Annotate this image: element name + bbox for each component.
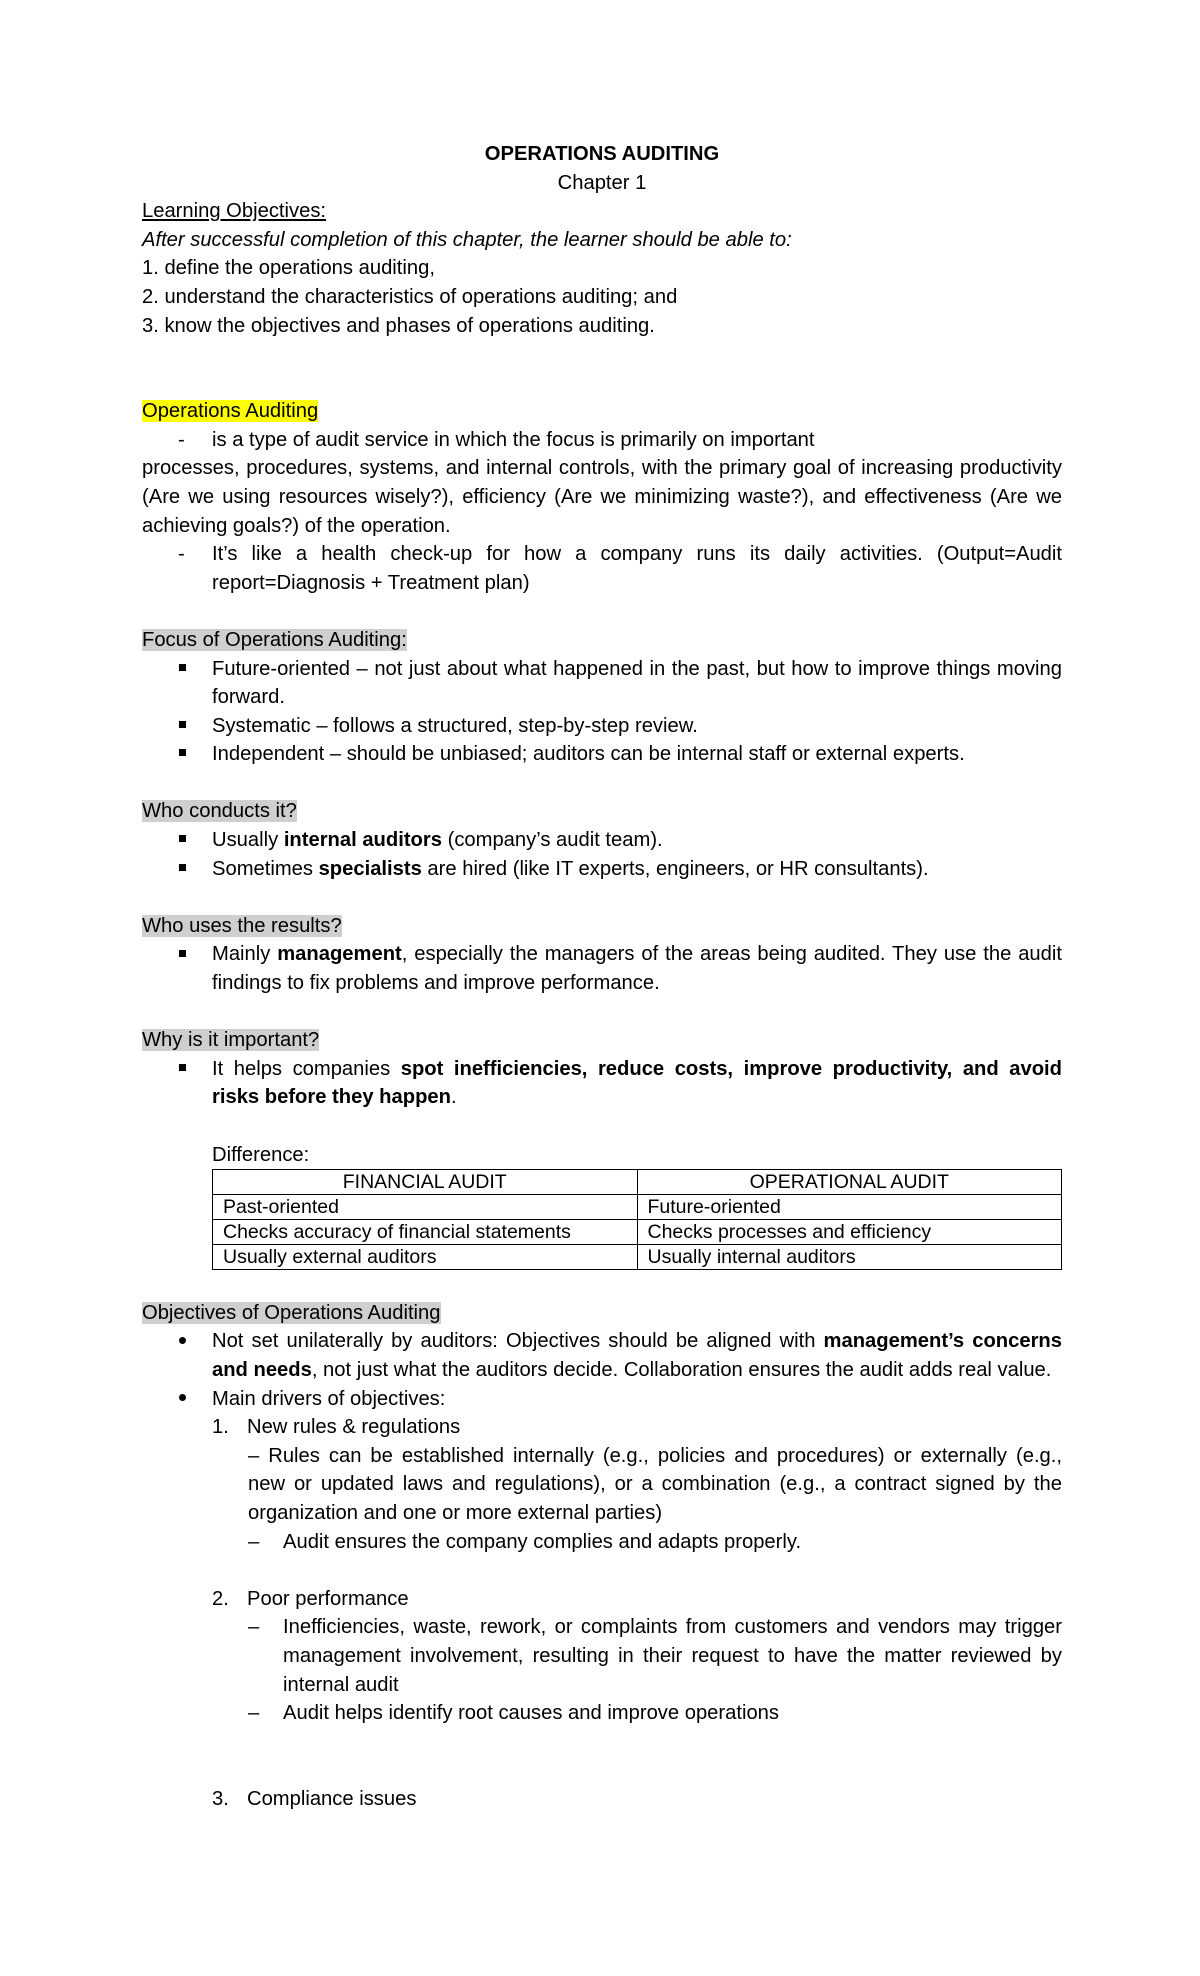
list-item: Mainly management, especially the managers of the areas being audited. They use the audit findings to fix problems and improve performance.: [142, 940, 1062, 997]
square-bullet-icon: [179, 664, 186, 671]
table-row: [213, 1245, 1062, 1270]
operations-auditing-heading: Operations Auditing: [142, 400, 319, 423]
square-bullet-icon: [179, 864, 186, 871]
list-item: Independent – should be unbiased; auditors can be internal staff or external experts.: [142, 740, 1062, 769]
table-header: FINANCIAL AUDIT: [213, 1170, 638, 1195]
learning-objective-item: 1. define the operations auditing,: [142, 257, 435, 280]
table-cell: Past-oriented: [213, 1195, 638, 1220]
driver-item: 3. Compliance issues: [212, 1787, 417, 1810]
driver-detail: – Inefficiencies, waste, rework, or complaints from customers and vendors may trigger management involvement, resulting in their request to have the matter reviewed by internal audit: [248, 1616, 1062, 1696]
learning-objectives-intro: After successful completion of this chapter, the learner should be able to:: [142, 228, 792, 251]
table-row: [213, 1220, 1062, 1245]
square-bullet-icon: [179, 749, 186, 756]
round-bullet-icon: [179, 1337, 186, 1344]
table-cell: Checks accuracy of financial statements: [213, 1220, 638, 1245]
objectives-heading: Objectives of Operations Auditing: [142, 1301, 441, 1324]
square-bullet-icon: [179, 1064, 186, 1071]
table-cell: Future-oriented: [637, 1195, 1062, 1220]
who-uses-heading: Who uses the results?: [142, 914, 342, 937]
definition-continuation: processes, procedures, systems, and internal controls, with the primary goal of increasing productivity (Are we using resources wisely?), efficiency (Are we minimizing waste?), and effectiveness (Are we achieving goals?) of the operation.: [142, 457, 1062, 537]
definition-line: - is a type of audit service in which the focus is primarily on important: [178, 428, 815, 451]
list-item: Future-oriented – not just about what happened in the past, but how to improve things moving forward.: [142, 655, 1062, 712]
driver-detail: – Audit ensures the company complies and adapts properly.: [248, 1530, 802, 1553]
chapter-label: Chapter 1: [557, 171, 647, 194]
table-cell: Usually internal auditors: [637, 1245, 1062, 1270]
square-bullet-icon: [179, 950, 186, 957]
learning-objective-item: 3. know the objectives and phases of operations auditing.: [142, 314, 655, 337]
focus-heading: Focus of Operations Auditing:: [142, 628, 407, 651]
document-page: [142, 140, 1062, 1813]
driver-item: 1. New rules & regulations: [212, 1416, 461, 1439]
list-item: It helps companies spot inefficiencies, reduce costs, improve productivity, and avoid risks before they happen.: [142, 1055, 1062, 1112]
why-important-heading: Why is it important?: [142, 1029, 320, 1052]
table-row: [213, 1195, 1062, 1220]
table-cell: Checks processes and efficiency: [637, 1220, 1062, 1245]
learning-objective-item: 2. understand the characteristics of operations auditing; and: [142, 285, 678, 308]
document-title: OPERATIONS AUDITING: [484, 143, 720, 165]
list-item: Main drivers of objectives:: [142, 1385, 1062, 1414]
driver-detail: – Audit helps identify root causes and improve operations: [248, 1702, 780, 1725]
table-header: OPERATIONAL AUDIT: [637, 1170, 1062, 1195]
difference-table: [212, 1169, 1062, 1270]
driver-item: 2. Poor performance: [212, 1587, 409, 1610]
who-conducts-heading: Who conducts it?: [142, 800, 297, 823]
analogy-line: - It’s like a health check-up for how a company runs its daily activities. (Output=Audit report=Diagnosis + Treatment plan): [178, 543, 1062, 594]
square-bullet-icon: [179, 835, 186, 842]
learning-objectives-heading: Learning Objectives:: [142, 200, 327, 223]
round-bullet-icon: [179, 1394, 186, 1401]
table-cell: Usually external auditors: [213, 1245, 638, 1270]
driver-detail: – Rules can be established internally (e.g., policies and procedures) or externally (e.g., new or updated laws and regulations), or a combination (e.g., a contract signed by the organization and one or more external parties): [248, 1444, 1063, 1524]
list-item: Sometimes specialists are hired (like IT experts, engineers, or HR consultants).: [142, 855, 1062, 884]
list-item: Not set unilaterally by auditors: Objectives should be aligned with management’s concerns and needs, not just what the auditors decide. Collaboration ensures the audit adds real value.: [142, 1327, 1062, 1384]
table-header-row: [213, 1170, 1062, 1195]
list-item: Usually internal auditors (company’s audit team).: [142, 826, 1062, 855]
square-bullet-icon: [179, 721, 186, 728]
list-item: Systematic – follows a structured, step-by-step review.: [142, 712, 1062, 741]
difference-label: Difference:: [212, 1143, 310, 1166]
